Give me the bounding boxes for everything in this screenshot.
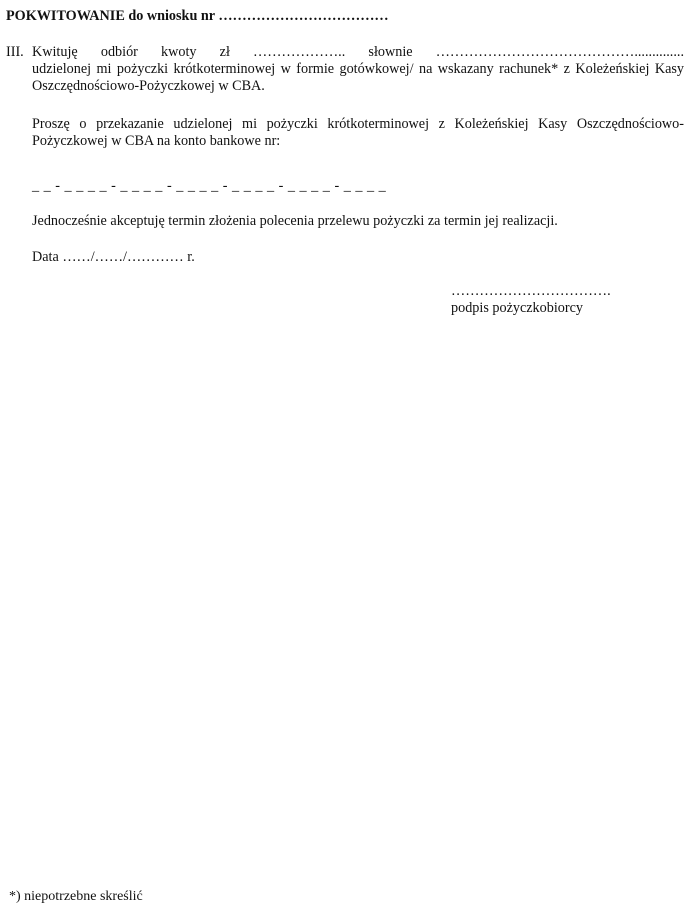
acceptance-paragraph: Jednocześnie akceptuję termin złożenia polecenia przelewu pożyczki za termin jej realizacji. <box>32 213 558 229</box>
document-title: POKWITOWANIE do wniosku nr ……………………………… <box>6 8 389 24</box>
receipt-paragraph <box>32 44 684 95</box>
section-number: III. <box>6 44 24 60</box>
receipt-paragraph-line1: Kwituję odbiór kwoty zł ……………….. słownie …………………………………….............. <box>32 44 684 60</box>
transfer-request-paragraph: Proszę o przekazanie udzielonej mi pożyczki krótkoterminowej z Koleżeńskiej Kasy Oszczędnościowo-Pożyczkowej w CBA na konto bankowe nr: <box>32 116 684 149</box>
bank-account-number-field[interactable]: _ _ - _ _ _ _ - _ _ _ _ - _ _ _ _ - _ _ _ _ - _ _ _ _ - _ _ _ _ <box>32 178 387 194</box>
signature-label: podpis pożyczkobiorcy <box>451 300 583 316</box>
date-field[interactable]: Data ……/……/………… r. <box>32 249 195 265</box>
signature-line[interactable]: ……………………………. <box>451 283 611 299</box>
receipt-paragraph-rest: udzielonej mi pożyczki krótkoterminowej w formie gotówkowej/ na wskazany rachunek* z Koleżeńskiej Kasy Oszczędnościowo-Pożyczkowej w CBA. <box>32 61 684 94</box>
signature-block <box>451 283 611 317</box>
footnote: *) niepotrzebne skreślić <box>9 889 143 904</box>
